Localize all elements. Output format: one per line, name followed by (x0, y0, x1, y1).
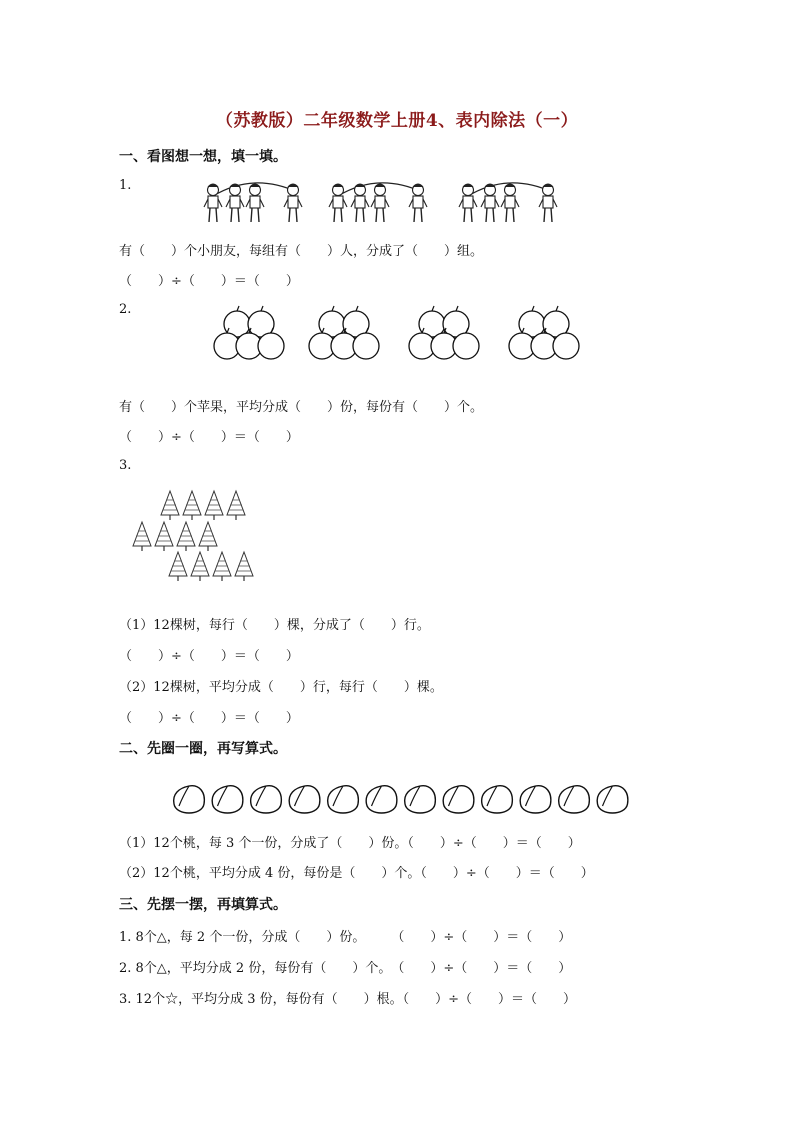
q1-number: 1. (119, 178, 132, 193)
peach (597, 786, 628, 813)
peach (289, 786, 320, 813)
section2-line1: （1）12个桃，每 3 个一份，分成了（ ）份。（ ）÷（ ）＝（ ） (119, 836, 581, 851)
q1-question: 有（ ）个小朋友，每组有（ ）人，分成了（ ）组。 (119, 244, 484, 259)
peach (443, 786, 474, 813)
section2-line2: （2）12个桃，平均分成 4 份，每份是（ ）个。（ ）÷（ ）＝（ ） (119, 866, 594, 881)
q3-part2: （2）12棵树，平均分成（ ）行，每行（ ）棵。 (119, 680, 443, 695)
section3-line2: 2. 8个△，平均分成 2 份，每份有（ ）个。 （ ）÷（ ）＝（ ） (119, 961, 572, 976)
peach (212, 786, 243, 813)
section3-heading: 三、先摆一摆，再填算式。 (119, 897, 287, 913)
q2-question: 有（ ）个苹果，平均分成（ ）份，每份有（ ）个。 (119, 400, 484, 415)
q3-part2-equation: （ ）÷（ ）＝（ ） (119, 711, 299, 726)
peach (482, 786, 513, 813)
q2-equation: （ ）÷（ ）＝（ ） (119, 430, 299, 445)
peach (251, 786, 282, 813)
section2-heading: 二、先圈一圈，再写算式。 (119, 741, 287, 757)
section3-line1: 1. 8个△，每 2 个一份，分成（ ）份。 （ ）÷（ ）＝（ ） (119, 930, 572, 945)
peach (520, 786, 551, 813)
q3-part1-equation: （ ）÷（ ）＝（ ） (119, 649, 299, 664)
section1-heading: 一、看图想一想，填一填。 (119, 149, 287, 165)
q3-number: 3. (119, 458, 132, 473)
section3-line3: 3. 12个☆，平均分成 3 份，每份有（ ）根。（ ）÷（ ）＝（ ） (119, 992, 577, 1007)
q1-equation: （ ）÷（ ）＝（ ） (119, 274, 299, 289)
q3-part1: （1）12棵树，每行（ ）棵，分成了（ ）行。 (119, 618, 430, 633)
peach (366, 786, 397, 813)
q2-number: 2. (119, 302, 132, 317)
peach (405, 786, 436, 813)
peach (174, 786, 205, 813)
page-title: （苏教版）二年级数学上册4、表内除法（一） (215, 111, 579, 131)
peach (559, 786, 590, 813)
peach (328, 786, 359, 813)
